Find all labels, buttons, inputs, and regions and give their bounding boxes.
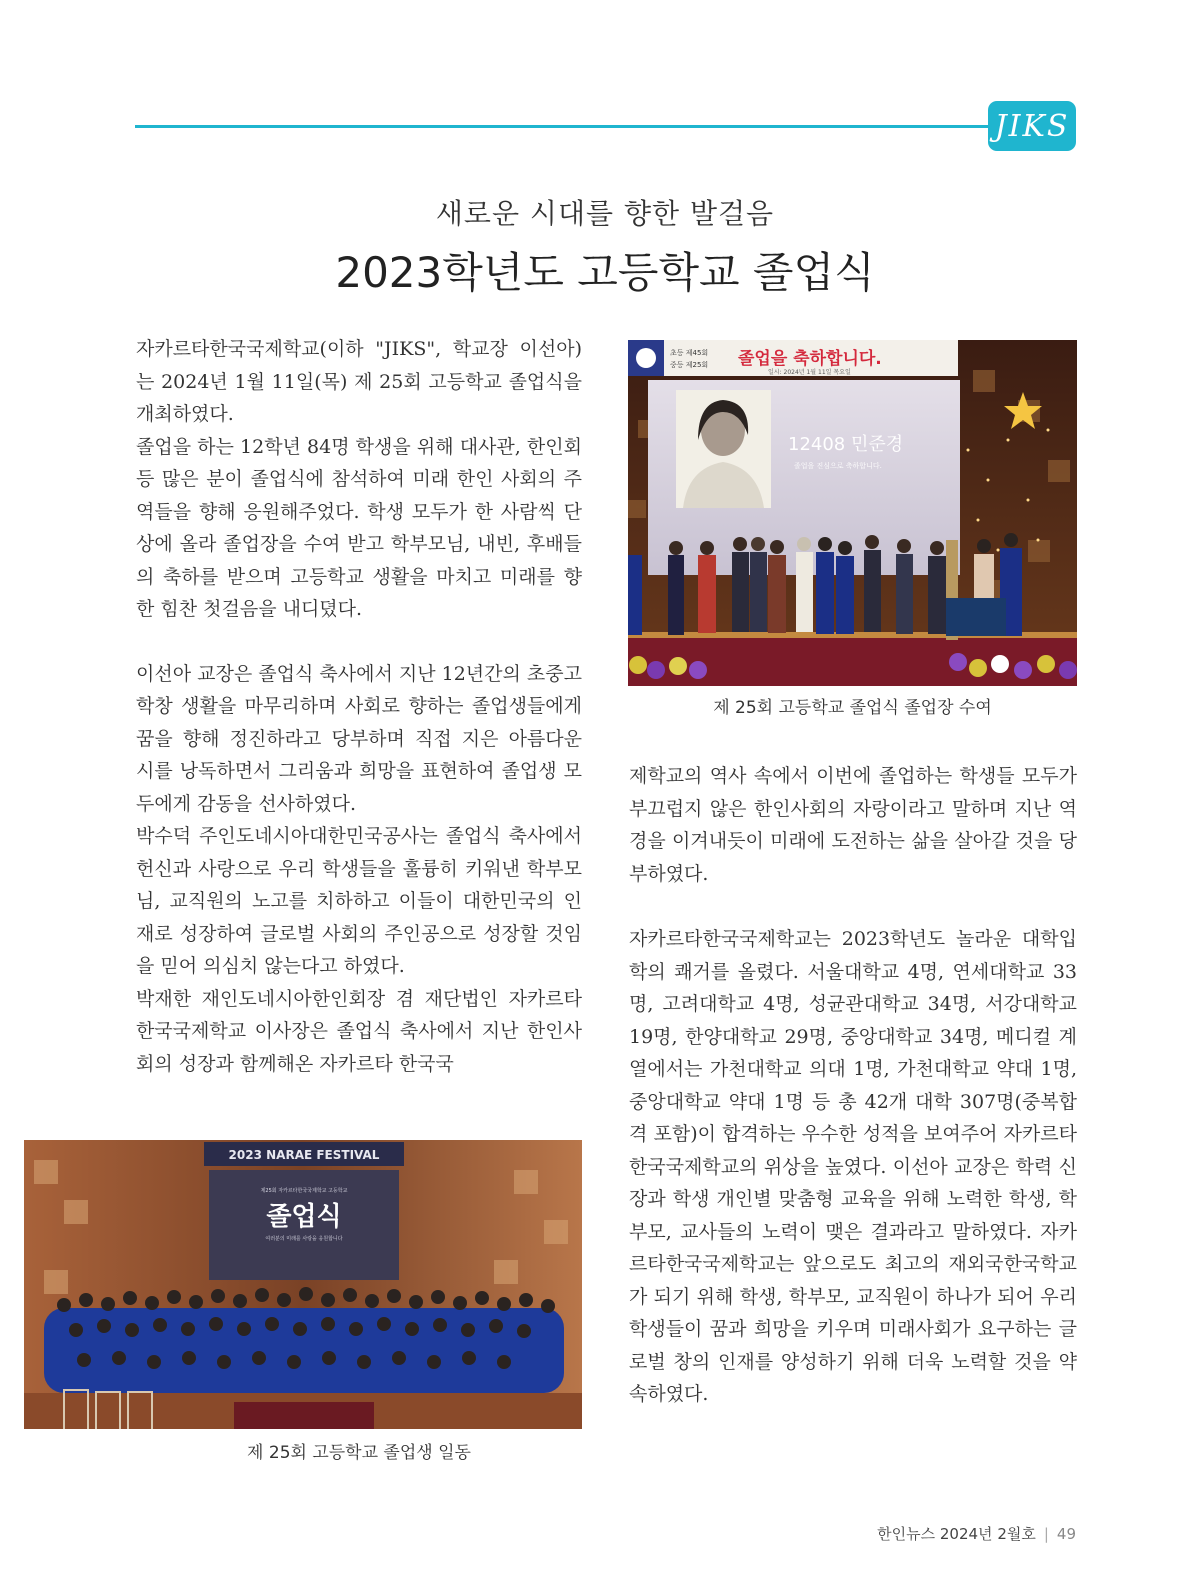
header-rule — [135, 125, 993, 128]
paragraph: 이선아 교장은 졸업식 축사에서 지난 12년간의 초중고 학창 생활을 마무리하며 사회로 향하는 졸업생들에게 꿈을 향해 정진하라고 당부하며 직접 지은 아름다운 시를 낭독하면서 그리움과 희망을 표현하여 졸업생 모두에게 감동을 선사하였다. — [136, 662, 582, 815]
banner-title: 졸업을 축하합니다. — [738, 349, 882, 369]
festival-banner: 2023 NARAE FESTIVAL — [228, 1148, 380, 1162]
paragraph: 졸업을 하는 12학년 84명 학생을 위해 대사관, 한인회 등 많은 분이 졸업식에 참석하여 미래 한인 사회의 주역들을 향해 응원해주었다. 학생 모두가 한 사람씩 단상에 올라 졸업장을 수여 받고 학부모님, 내빈, 후배들의 축하를 받으며 고등학교 생활을 마치고 미래를 향한 힘찬 첫걸음을 내디뎠다. — [136, 435, 582, 620]
caption-graduates-group: 제 25회 고등학교 졸업생 일동 — [247, 1443, 471, 1463]
screen-student-name: 12408 민준경 — [788, 434, 904, 455]
paragraph: 박수덕 주인도네시아대한민국공사는 졸업식 축사에서 헌신과 사랑으로 우리 학생들을 훌륭히 키워낸 학부모님, 교직원의 노고를 치하하고 이들이 대한민국의 인재로 성장하여 글로벌 사회의 주인공으로 성장할 것임을 믿어 의심치 않는다고 하였다. — [136, 825, 582, 977]
page-footer: 한인뉴스 2024년 2월호 | 49 — [877, 1525, 1076, 1543]
screen-student-sub: 졸업을 진심으로 축하합니다. — [794, 462, 882, 470]
page-number: 49 — [1056, 1525, 1076, 1543]
publication-name: 한인뉴스 2024년 2월호 — [877, 1525, 1036, 1543]
paragraph: 박재한 재인도네시아한인회장 겸 재단법인 자카르타 한국국제학교 이사장은 졸업식 축사에서 지난 한인사회의 성장과 함께해온 자카르타 한국국 — [136, 987, 582, 1075]
photo-diploma-ceremony — [628, 340, 1077, 686]
article-title: 2023학년도 고등학교 졸업식 — [335, 248, 875, 297]
article-subtitle: 새로운 시대를 향한 발걸음 — [435, 197, 775, 230]
screen-title: 졸업식 — [266, 1202, 342, 1232]
paragraph: 제학교의 역사 속에서 이번에 졸업하는 학생들 모두가 부끄럽지 않은 한인사회의 자랑이라고 말하며 지난 역경을 이겨내듯이 미래에 도전하는 삶을 살아갈 것을 당부하였다. — [629, 765, 1077, 885]
banner-small-text: 초등 제45회 — [670, 349, 709, 357]
paragraph: 자카르타한국국제학교(이하 "JIKS", 학교장 이선아)는 2024년 1월 11일(목) 제 25회 고등학교 졸업식을 개최하였다. — [136, 338, 582, 425]
banner-date: 일시: 2024년 1월 11일 목요일 — [768, 369, 851, 376]
jiks-badge: JIKS — [988, 101, 1076, 151]
photo-graduates-group — [24, 1140, 582, 1429]
article-right-column-top — [629, 760, 1077, 890]
paragraph: 자카르타한국국제학교는 2023학년도 놀라운 대학입학의 쾌거를 올렸다. 서울대학교 4명, 연세대학교 33명, 고려대학교 4명, 성균관대학교 34명, 서강대학교 19명, 한양대학교 29명, 중앙대학교 34명, 메디컬 계열에서는 가천대학교 의대 1명, 가천대학교 약대 1명, 중앙대학교 약대 1명 등 총 42개 대학 307명(중복합격 포함)이 합격하는 우수한 성적을 보여주어 자카르타한국국제학교의 위상을 높였다. 이선아 교장은 학력 신장과 학생 개인별 맞춤형 교육을 위해 노력한 학생, 학부모, 교사들의 노력이 맺은 결과라고 말하였다. 자카르타한국국제학교는 앞으로도 최고의 재외국한국학교가 되기 위해 학생, 학부모, 교직원이 하나가 되어 우리 학생들이 꿈과 희망을 키우며 미래사회가 요구하는 글로벌 창의 인재를 양성하기 위해 더욱 노력할 것을 약속하였다. — [629, 928, 1077, 1405]
screen-small-text: 제25회 자카르타한국국제학교 고등학교 — [260, 1188, 348, 1194]
article-right-column-bottom — [629, 923, 1077, 1411]
article-left-column — [136, 333, 582, 1080]
screen-sub: 여러분의 미래를 사랑을 응원합니다 — [265, 1236, 343, 1242]
svg-text:중등 제25회: 중등 제25회 — [670, 361, 709, 369]
caption-diploma-ceremony: 제 25회 고등학교 졸업식 졸업장 수여 — [713, 698, 992, 718]
